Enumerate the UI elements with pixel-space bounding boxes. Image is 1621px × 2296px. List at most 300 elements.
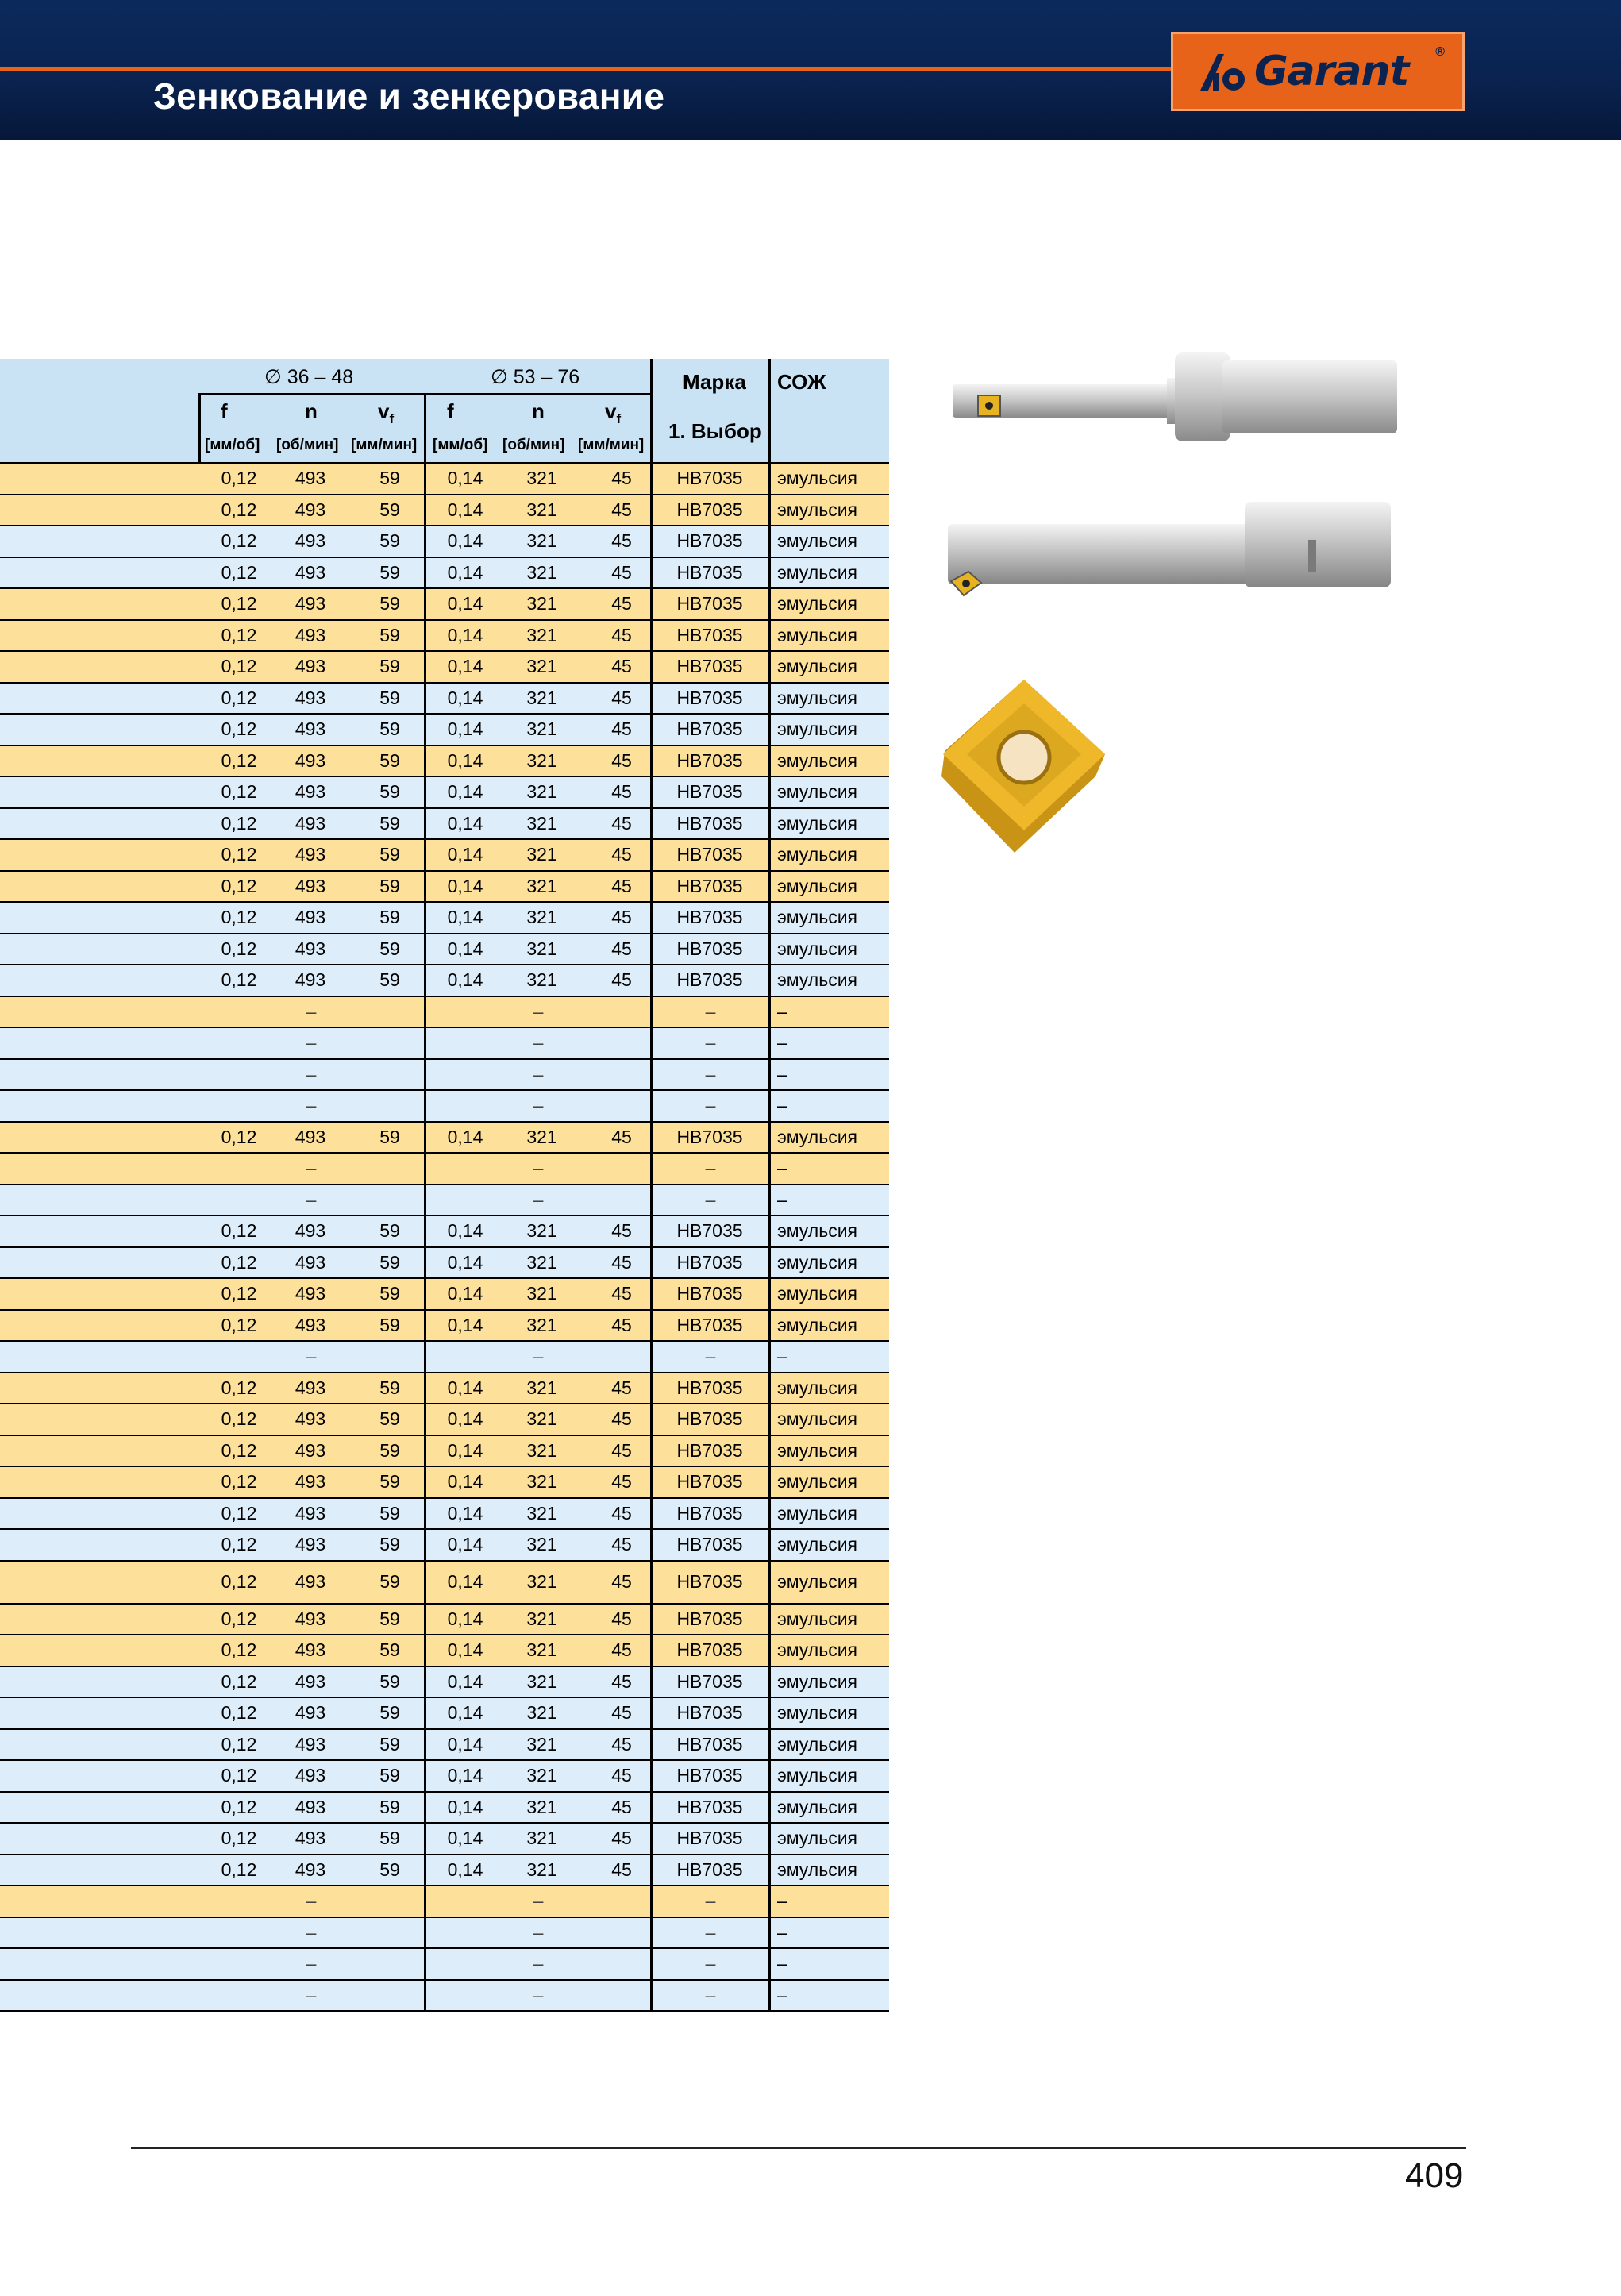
table-row [0, 526, 889, 558]
column-divider [650, 1342, 653, 1372]
speed-cell: 493 [295, 907, 326, 928]
table-row [0, 1311, 889, 1343]
feed-cell: 0,14 [447, 781, 483, 803]
column-divider [768, 872, 771, 902]
column-divider [650, 1185, 653, 1215]
vf-cell: 45 [611, 1126, 632, 1147]
column-divider [424, 464, 426, 494]
grade-cell: HB7035 [676, 1859, 743, 1880]
speed-cell: 321 [526, 624, 557, 645]
table-row [0, 1467, 889, 1499]
vf-cell: 59 [379, 1408, 400, 1430]
coolant-cell: эмульсия [777, 812, 858, 834]
vf-cell: 59 [379, 1251, 400, 1273]
column-divider [650, 1499, 653, 1529]
table-row [0, 934, 889, 966]
coolant-cell: эмульсия [777, 530, 858, 552]
column-divider [424, 1248, 426, 1278]
speed-cell: 493 [295, 1733, 326, 1755]
grade-cell: HB7035 [676, 499, 743, 520]
grade-cell: HB7035 [676, 1534, 743, 1555]
feed-cell: 0,14 [447, 530, 483, 552]
vf-cell: 59 [379, 1220, 400, 1242]
dash-cell: – [533, 1158, 544, 1179]
column-divider [650, 1918, 653, 1948]
vf-cell: 59 [379, 749, 400, 771]
column-divider [650, 1824, 653, 1854]
column-divider [650, 1761, 653, 1791]
feed-cell: 0,12 [221, 499, 257, 520]
column-divider [424, 746, 426, 776]
grade-cell: HB7035 [676, 1220, 743, 1242]
column-divider [768, 684, 771, 714]
feed-cell: 0,14 [447, 561, 483, 583]
column-divider [768, 1216, 771, 1246]
vf-cell: 59 [379, 1126, 400, 1147]
speed-cell: 493 [295, 1702, 326, 1724]
col-vf-1-sub: f [389, 411, 395, 427]
col-vf-1 [378, 399, 394, 427]
vf-cell: 59 [379, 1670, 400, 1692]
dash-cell: – [533, 1095, 544, 1116]
coolant-cell: эмульсия [777, 844, 858, 865]
column-divider [650, 1667, 653, 1697]
vf-cell: 59 [379, 499, 400, 520]
speed-cell: 493 [295, 1377, 326, 1398]
table-row [0, 1342, 889, 1373]
feed-cell: 0,12 [221, 656, 257, 677]
speed-cell: 321 [526, 1733, 557, 1755]
feed-cell: 0,14 [447, 1608, 483, 1629]
feed-cell: 0,14 [447, 969, 483, 991]
table-row [0, 1185, 889, 1217]
column-divider [424, 1635, 426, 1666]
table-row [0, 1499, 889, 1531]
column-divider [650, 589, 653, 619]
table-row [0, 1123, 889, 1154]
column-divider [768, 1311, 771, 1341]
feed-cell: 0,14 [447, 593, 483, 614]
feed-cell: 0,12 [221, 718, 257, 740]
column-divider [424, 495, 426, 526]
column-divider [424, 1793, 426, 1823]
speed-cell: 493 [295, 624, 326, 645]
feed-cell: 0,14 [447, 875, 483, 896]
grade-cell: HB7035 [676, 969, 743, 991]
column-divider [424, 1091, 426, 1121]
coolant-cell: эмульсия [777, 1439, 858, 1461]
dash-cell: – [306, 1158, 317, 1179]
speed-cell: 321 [526, 1502, 557, 1524]
feed-cell: 0,14 [447, 1502, 483, 1524]
feed-cell: 0,14 [447, 812, 483, 834]
speed-cell: 493 [295, 1314, 326, 1335]
column-divider [424, 1761, 426, 1791]
table-row [0, 1060, 889, 1092]
speed-cell: 321 [526, 687, 557, 708]
feed-cell: 0,14 [447, 1251, 483, 1273]
table-row [0, 1091, 889, 1123]
coolant-cell: эмульсия [777, 938, 858, 959]
vf-cell: 45 [611, 1220, 632, 1242]
feed-cell: 0,14 [447, 499, 483, 520]
feed-cell: 0,12 [221, 1639, 257, 1661]
vf-cell: 45 [611, 781, 632, 803]
speed-cell: 321 [526, 781, 557, 803]
column-divider [650, 1467, 653, 1497]
speed-cell: 321 [526, 656, 557, 677]
column-divider [650, 1886, 653, 1917]
feed-cell: 0,14 [447, 1639, 483, 1661]
column-divider [768, 1028, 771, 1058]
feed-cell: 0,12 [221, 1126, 257, 1147]
table-row [0, 1373, 889, 1405]
dash-cell: – [705, 1984, 716, 2005]
vf-cell: 45 [611, 1439, 632, 1461]
dash-cell: – [533, 1346, 544, 1367]
feed-cell: 0,14 [447, 1828, 483, 1849]
grade-cell: HB7035 [676, 624, 743, 645]
garant-logo [1171, 32, 1465, 111]
feed-cell: 0,12 [221, 1702, 257, 1724]
column-divider [650, 1373, 653, 1404]
col-vf-2-sub: f [616, 411, 622, 427]
table-row [0, 1886, 889, 1918]
column-divider [650, 1436, 653, 1466]
grade-cell: HB7035 [676, 1408, 743, 1430]
table-row [0, 1635, 889, 1667]
dash-cell: – [777, 1984, 787, 2005]
column-divider [650, 652, 653, 682]
column-divider [424, 1279, 426, 1309]
feed-cell: 0,14 [447, 938, 483, 959]
column-divider [650, 777, 653, 807]
dash-cell: – [705, 1158, 716, 1179]
vf-cell: 59 [379, 1314, 400, 1335]
table-row [0, 1855, 889, 1887]
vf-cell: 59 [379, 969, 400, 991]
cutting-data-table [0, 359, 889, 2012]
column-divider [650, 1279, 653, 1309]
speed-cell: 321 [526, 875, 557, 896]
column-divider [650, 1698, 653, 1728]
table-row [0, 621, 889, 653]
column-divider [650, 1248, 653, 1278]
column-divider [424, 1373, 426, 1404]
grade-cell: HB7035 [676, 875, 743, 896]
dash-cell: – [533, 1063, 544, 1084]
feed-cell: 0,12 [221, 1502, 257, 1524]
dash-cell: – [705, 1063, 716, 1084]
column-divider [768, 1091, 771, 1121]
vf-cell: 45 [611, 907, 632, 928]
feed-cell: 0,12 [221, 875, 257, 896]
coolant-cell: эмульсия [777, 624, 858, 645]
col-f-2: f [447, 399, 454, 423]
speed-cell: 493 [295, 1439, 326, 1461]
column-divider [424, 777, 426, 807]
table-row [0, 1761, 889, 1793]
unit-vf-1: [мм/мин] [351, 437, 418, 453]
feed-cell: 0,14 [447, 624, 483, 645]
coolant-cell: эмульсия [777, 907, 858, 928]
col-f-1: f [221, 399, 228, 423]
grade-cell: HB7035 [676, 812, 743, 834]
table-row [0, 652, 889, 684]
dash-cell: – [705, 1000, 716, 1022]
feed-cell: 0,14 [447, 1471, 483, 1493]
vf-cell: 45 [611, 938, 632, 959]
speed-cell: 321 [526, 938, 557, 959]
feed-cell: 0,12 [221, 1765, 257, 1786]
col-n-2: n [532, 399, 545, 423]
table-row [0, 872, 889, 903]
column-divider [650, 1154, 653, 1184]
column-divider [650, 872, 653, 902]
column-divider [424, 1499, 426, 1529]
column-divider [768, 934, 771, 965]
speed-cell: 321 [526, 561, 557, 583]
feed-cell: 0,12 [221, 1377, 257, 1398]
vf-cell: 59 [379, 1439, 400, 1461]
column-divider [424, 1342, 426, 1372]
feed-cell: 0,12 [221, 1251, 257, 1273]
column-divider [424, 526, 426, 557]
speed-cell: 321 [526, 1471, 557, 1493]
grade-cell: HB7035 [676, 1608, 743, 1629]
grade-cell: HB7035 [676, 1702, 743, 1724]
column-divider [424, 1605, 426, 1635]
feed-cell: 0,12 [221, 468, 257, 489]
grade-cell: HB7035 [676, 593, 743, 614]
speed-cell: 321 [526, 1670, 557, 1692]
dash-cell: – [533, 1921, 544, 1943]
group-header-53-76: ∅ 53 – 76 [491, 366, 580, 388]
table-row [0, 1667, 889, 1699]
table-row [0, 1562, 889, 1605]
column-divider [424, 1562, 426, 1603]
column-divider [768, 840, 771, 870]
table-row [0, 1436, 889, 1468]
speed-cell: 493 [295, 499, 326, 520]
column-divider [768, 1154, 771, 1184]
coolant-cell: эмульсия [777, 1534, 858, 1555]
vf-cell: 45 [611, 749, 632, 771]
vf-cell: 45 [611, 1765, 632, 1786]
speed-cell: 321 [526, 593, 557, 614]
column-divider [768, 526, 771, 557]
table-row [0, 1028, 889, 1060]
vf-cell: 45 [611, 624, 632, 645]
table-row [0, 558, 889, 590]
speed-cell: 493 [295, 468, 326, 489]
coolant-cell: эмульсия [777, 1639, 858, 1661]
dash-cell: – [777, 1158, 787, 1179]
speed-cell: 321 [526, 1283, 557, 1304]
grade-cell: HB7035 [676, 1377, 743, 1398]
table-row [0, 777, 889, 809]
coolant-cell: эмульсия [777, 1126, 858, 1147]
column-divider [650, 1404, 653, 1435]
feed-cell: 0,12 [221, 1796, 257, 1817]
column-divider [650, 809, 653, 839]
feed-cell: 0,14 [447, 1670, 483, 1692]
feed-cell: 0,12 [221, 593, 257, 614]
speed-cell: 321 [526, 1702, 557, 1724]
vf-cell: 59 [379, 781, 400, 803]
dash-cell: – [306, 1890, 317, 1912]
feed-cell: 0,12 [221, 844, 257, 865]
column-divider [424, 1824, 426, 1854]
column-divider [650, 1793, 653, 1823]
vf-cell: 45 [611, 875, 632, 896]
coolant-cell: эмульсия [777, 969, 858, 991]
group-header-36-48: ∅ 36 – 48 [264, 366, 354, 388]
column-divider [424, 715, 426, 745]
dash-cell: – [306, 1032, 317, 1054]
dash-cell: – [777, 1346, 787, 1367]
speed-cell: 493 [295, 530, 326, 552]
footer-rule [131, 2147, 1466, 2149]
column-divider [650, 558, 653, 588]
column-divider [768, 464, 771, 494]
coolant-cell: эмульсия [777, 1859, 858, 1880]
coolant-cell: эмульсия [777, 1408, 858, 1430]
vf-cell: 45 [611, 468, 632, 489]
speed-cell: 321 [526, 1608, 557, 1629]
column-divider [650, 1028, 653, 1058]
dash-cell: – [777, 1921, 787, 1943]
dash-cell: – [306, 1063, 317, 1084]
grade-cell: HB7035 [676, 1733, 743, 1755]
page-header [0, 0, 1621, 140]
grade-cell: HB7035 [676, 1571, 743, 1592]
header-accent-line [0, 67, 1173, 71]
table-row [0, 1248, 889, 1280]
speed-cell: 493 [295, 656, 326, 677]
indexable-insert-icon [937, 675, 1111, 857]
speed-cell: 321 [526, 1828, 557, 1849]
speed-cell: 493 [295, 1828, 326, 1849]
grade-cell: HB7035 [676, 530, 743, 552]
vf-cell: 59 [379, 530, 400, 552]
grade-cell: HB7035 [676, 468, 743, 489]
speed-cell: 321 [526, 1571, 557, 1592]
column-divider [650, 1311, 653, 1341]
vf-cell: 45 [611, 1283, 632, 1304]
speed-cell: 493 [295, 844, 326, 865]
col-vf-2-label: v [605, 399, 617, 423]
dash-cell: – [705, 1921, 716, 1943]
vf-cell: 59 [379, 624, 400, 645]
dash-cell: – [777, 1953, 787, 1974]
column-divider [650, 1981, 653, 2011]
speed-cell: 321 [526, 718, 557, 740]
page-title: Зенкование и зенкерование [153, 75, 665, 117]
column-divider [650, 1216, 653, 1246]
boring-bar-short-icon [945, 349, 1421, 445]
column-divider [424, 1918, 426, 1948]
column-divider [424, 1855, 426, 1886]
unit-f-1: [мм/об] [205, 437, 260, 453]
vf-cell: 45 [611, 1608, 632, 1629]
feed-cell: 0,12 [221, 1670, 257, 1692]
vf-cell: 45 [611, 1502, 632, 1524]
speed-cell: 493 [295, 1126, 326, 1147]
table-row [0, 965, 889, 997]
column-divider [424, 1311, 426, 1341]
column-divider [650, 1091, 653, 1121]
feed-cell: 0,12 [221, 1439, 257, 1461]
column-divider [768, 1060, 771, 1090]
speed-cell: 493 [295, 781, 326, 803]
column-divider [768, 1886, 771, 1917]
column-divider [768, 1855, 771, 1886]
grade-cell: HB7035 [676, 938, 743, 959]
vf-cell: 45 [611, 1471, 632, 1493]
vf-cell: 59 [379, 1733, 400, 1755]
dash-cell: – [533, 1000, 544, 1022]
dash-cell: – [533, 1890, 544, 1912]
dash-cell: – [533, 1984, 544, 2005]
header-vline-1 [424, 393, 426, 462]
speed-cell: 493 [295, 749, 326, 771]
column-divider [768, 1342, 771, 1372]
table-row [0, 1154, 889, 1185]
feed-cell: 0,14 [447, 1796, 483, 1817]
speed-cell: 493 [295, 1765, 326, 1786]
table-row [0, 840, 889, 872]
column-divider [424, 621, 426, 651]
column-divider [768, 1499, 771, 1529]
speed-cell: 493 [295, 1639, 326, 1661]
column-divider [650, 684, 653, 714]
column-divider [424, 872, 426, 902]
unit-f-2: [мм/об] [433, 437, 488, 453]
table-row [0, 1793, 889, 1824]
column-divider [768, 1185, 771, 1215]
grade-cell: HB7035 [676, 1471, 743, 1493]
column-divider [424, 1467, 426, 1497]
column-divider [650, 840, 653, 870]
column-divider [424, 1060, 426, 1090]
column-divider [424, 684, 426, 714]
column-divider [650, 715, 653, 745]
feed-cell: 0,12 [221, 1408, 257, 1430]
speed-cell: 493 [295, 1670, 326, 1692]
grade-cell: HB7035 [676, 1283, 743, 1304]
speed-cell: 493 [295, 1796, 326, 1817]
grade-cell: HB7035 [676, 1502, 743, 1524]
column-divider [650, 1530, 653, 1560]
coolant-cell: эмульсия [777, 1220, 858, 1242]
speed-cell: 321 [526, 1765, 557, 1786]
grade-cell: HB7035 [676, 656, 743, 677]
column-divider [768, 1635, 771, 1666]
unit-n-2: [об/мин] [502, 437, 565, 453]
feed-cell: 0,14 [447, 718, 483, 740]
feed-cell: 0,14 [447, 656, 483, 677]
dash-cell: – [306, 1000, 317, 1022]
table-row [0, 1279, 889, 1311]
coolant-cell: эмульсия [777, 1608, 858, 1629]
coolant-cell: эмульсия [777, 781, 858, 803]
vf-cell: 59 [379, 1471, 400, 1493]
feed-cell: 0,14 [447, 468, 483, 489]
table-row [0, 1216, 889, 1248]
feed-cell: 0,12 [221, 969, 257, 991]
vf-cell: 45 [611, 1639, 632, 1661]
